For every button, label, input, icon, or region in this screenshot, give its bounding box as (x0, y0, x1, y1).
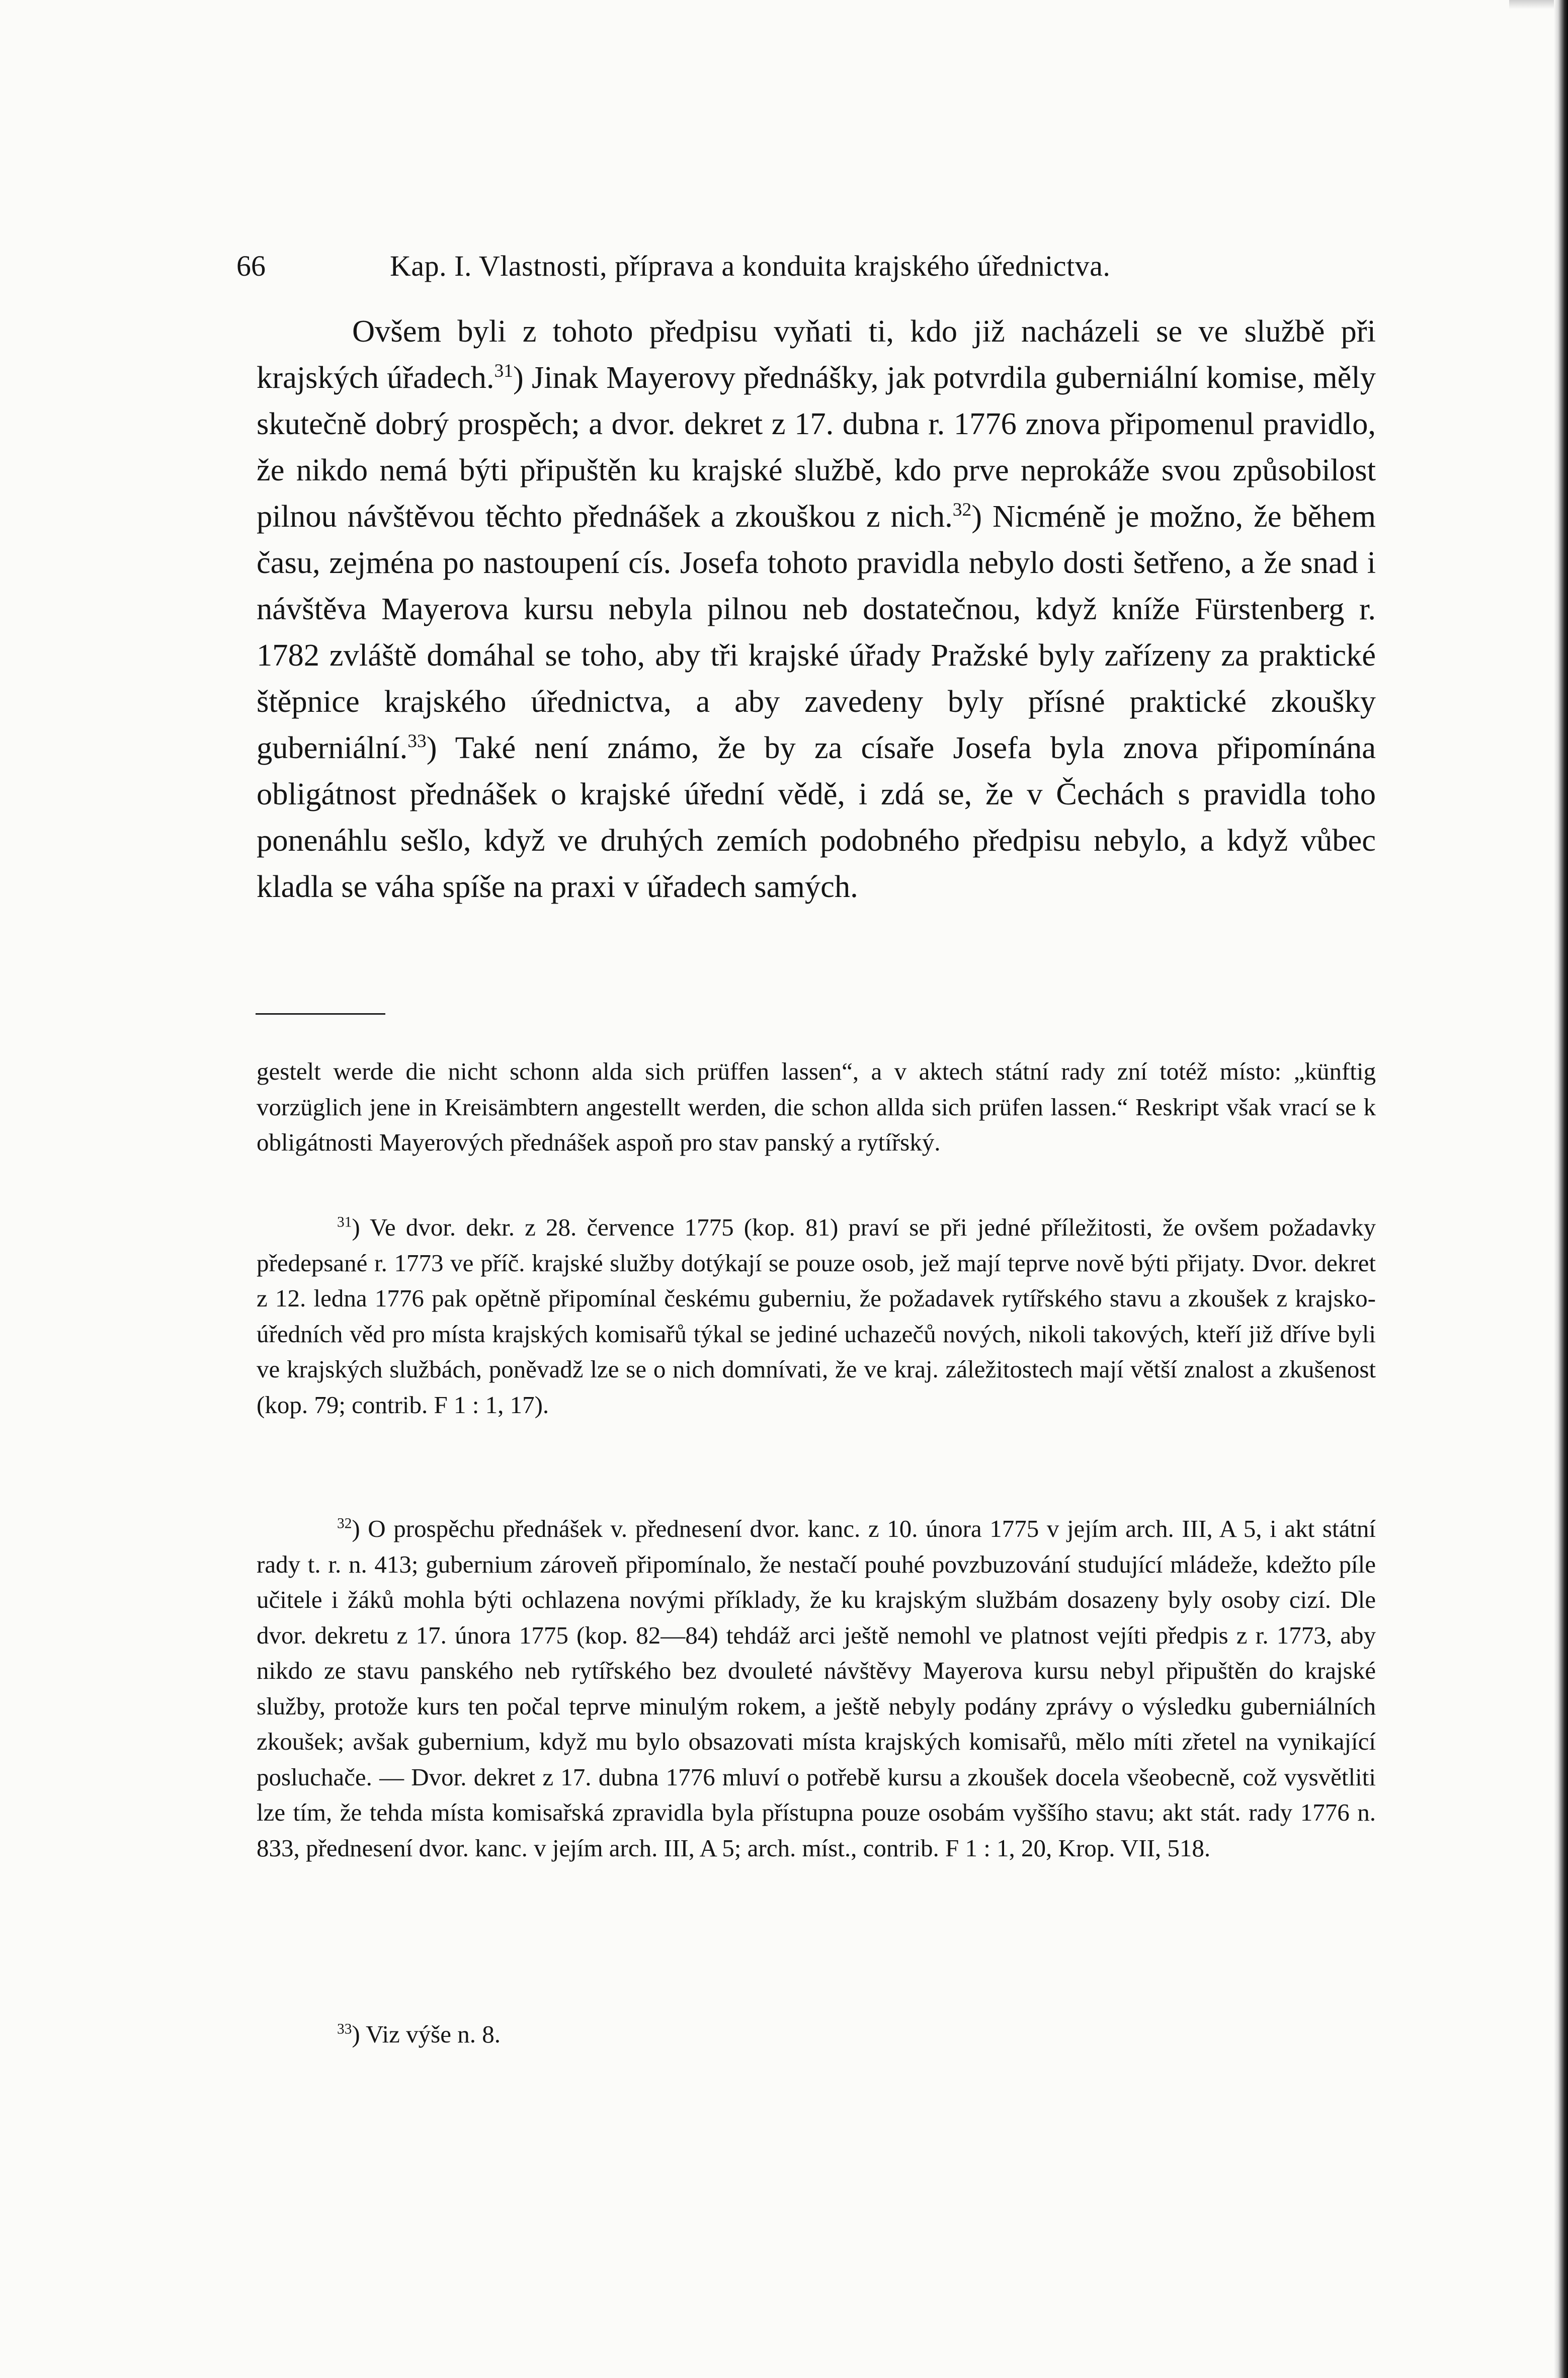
footnote-32-mark: 32 (337, 1515, 352, 1532)
footnote-32 (257, 1511, 1376, 2012)
body-text-segment: ) Jinak Mayerovy přednášky, jak potvrdila guberniální komise, měly skutečně dobrý prospěch; a dvor. dekret z 17. dubna r. 1776 znova připomenul pravidlo, že nikdo nemá býti připuštěn ku krajské službě, kdo prve neprokáže svou způsobilost pilnou návštěvou těchto přednášek a zkouškou z nich. (257, 360, 1376, 534)
footnote-divider (256, 1013, 385, 1015)
footnote-32-text: ) O prospěchu přednášek v. přednesení dvor. kanc. z 10. února 1775 v jejím arch. III, A 5, i akt státní rady t. r. n. 413; gubernium zároveň připomínalo, že nestačí pouhé povzbuzování studující mládeže, kdežto píle učitele i žáků mohla býti ochlazena novými příklady, že ku krajským službám dosazeny byly osoby cizí. Dle dvor. dekretu z 17. února 1775 (kop. 82—84) tehdáž arci ještě nemohl ve platnost vejíti předpis z r. 1773, aby nikdo ze stavu panského neb rytířského bez dvouleté návštěvy Mayerova kursu nebyl připuštěn do krajské služby, protože kurs ten počal teprve minulým rokem, a ještě nebyly podány zprávy o výsledku guberniálních zkoušek; avšak gubernium, když mu bylo obsazovati místa krajských komisařů, mělo míti zřetel na vynikající posluchače. — Dvor. dekret z 17. dubna 1776 mluví o potřebě kursu a zkoušek docela všeobecně, což vysvětliti lze tím, že tehda místa komisařská zpravidla byla přístupna pouze osobám vyššího stavu; akt stát. rady 1776 n. 833, přednesení dvor. kanc. v jejím arch. III, A 5; arch. míst., contrib. F 1 : 1, 20, Krop. VII, 518. (257, 1515, 1376, 1862)
footnote-33 (257, 2017, 1376, 2057)
footnote-ref-31: 31 (494, 361, 514, 382)
page-header (236, 249, 1373, 284)
footnote-continuation (257, 1054, 1376, 1205)
footnote-ref-32: 32 (952, 500, 972, 521)
main-paragraph (257, 308, 1376, 967)
footnote-31-text: ) Ve dvor. dekr. z 28. července 1775 (kop. 81) praví se při jedné příležitosti, že ovšem požadavky předepsané r. 1773 ve příč. krajské služby dotýkají se pouze osob, jež mají teprve nově býti přijaty. Dvor. dekret z 12. ledna 1776 pak opětně připomínal českému guberniu, že požadavek rytířského stavu a zkoušek z krajsko-úředních věd pro místa krajských komisařů týkal se jediné uchazečů nových, nikoli takových, kteří již dříve byli ve krajských službách, poněvadž lze se o nich domnívati, že ve kraj. záležitostech mají větší znalost a zkušenost (kop. 79; contrib. F 1 : 1, 17). (257, 1213, 1376, 1419)
body-text-segment: Ovšem byli z tohoto předpisu vyňati ti, kdo již nacházeli se ve službě při krajských úřadech. (257, 313, 1376, 395)
scan-edge-right (1554, 0, 1568, 2378)
footnote-31-mark: 31 (337, 1214, 352, 1231)
body-text-segment: ) Také není známo, že by za císaře Josefa byla znova připomínána obligátnost přednášek o krajské úřední vědě, i zdá se, že v Čechách s pravidla toho ponenáhlu sešlo, když ve druhých zemích podobného předpisu nebylo, a když vůbec kladla se váha spíše na praxi v úřadech samých. (257, 730, 1376, 904)
footnote-31 (257, 1210, 1376, 1507)
page-number: 66 (236, 250, 266, 282)
footnote-33-text: ) Viz výše n. 8. (352, 2020, 501, 2048)
body-text-segment: ) Nicméně je možno, že během času, zejména po nastoupení cís. Josefa tohoto pravidla nebylo dosti šetřeno, a že snad i návštěva Mayerova kursu nebyla pilnou neb dostatečnou, když kníže Fürstenberg r. 1782 zvláště domáhal se toho, aby tři krajské úřady Pražské byly zařízeny za praktické štěpnice krajského úřednictva, a aby zavedeny byly přísné praktické zkoušky guberniální. (257, 499, 1376, 765)
footnote-33-mark: 33 (337, 2021, 352, 2037)
footnote-ref-33: 33 (407, 731, 427, 752)
running-head: Kap. I. Vlastnosti, příprava a konduita krajského úřednictva. (390, 250, 1111, 282)
footnote-continuation-text: gestelt werde die nicht schonn alda sich prüffen lassen“, a v aktech státní rady zní totéž místo: „künftig vorzüglich jene in Kreisämbtern angestellt werden, die schon allda sich prüfen lassen.“ Reskript však vrací se k obligátnosti Mayerových přednášek aspoň pro stav panský a rytířský. (257, 1057, 1376, 1156)
